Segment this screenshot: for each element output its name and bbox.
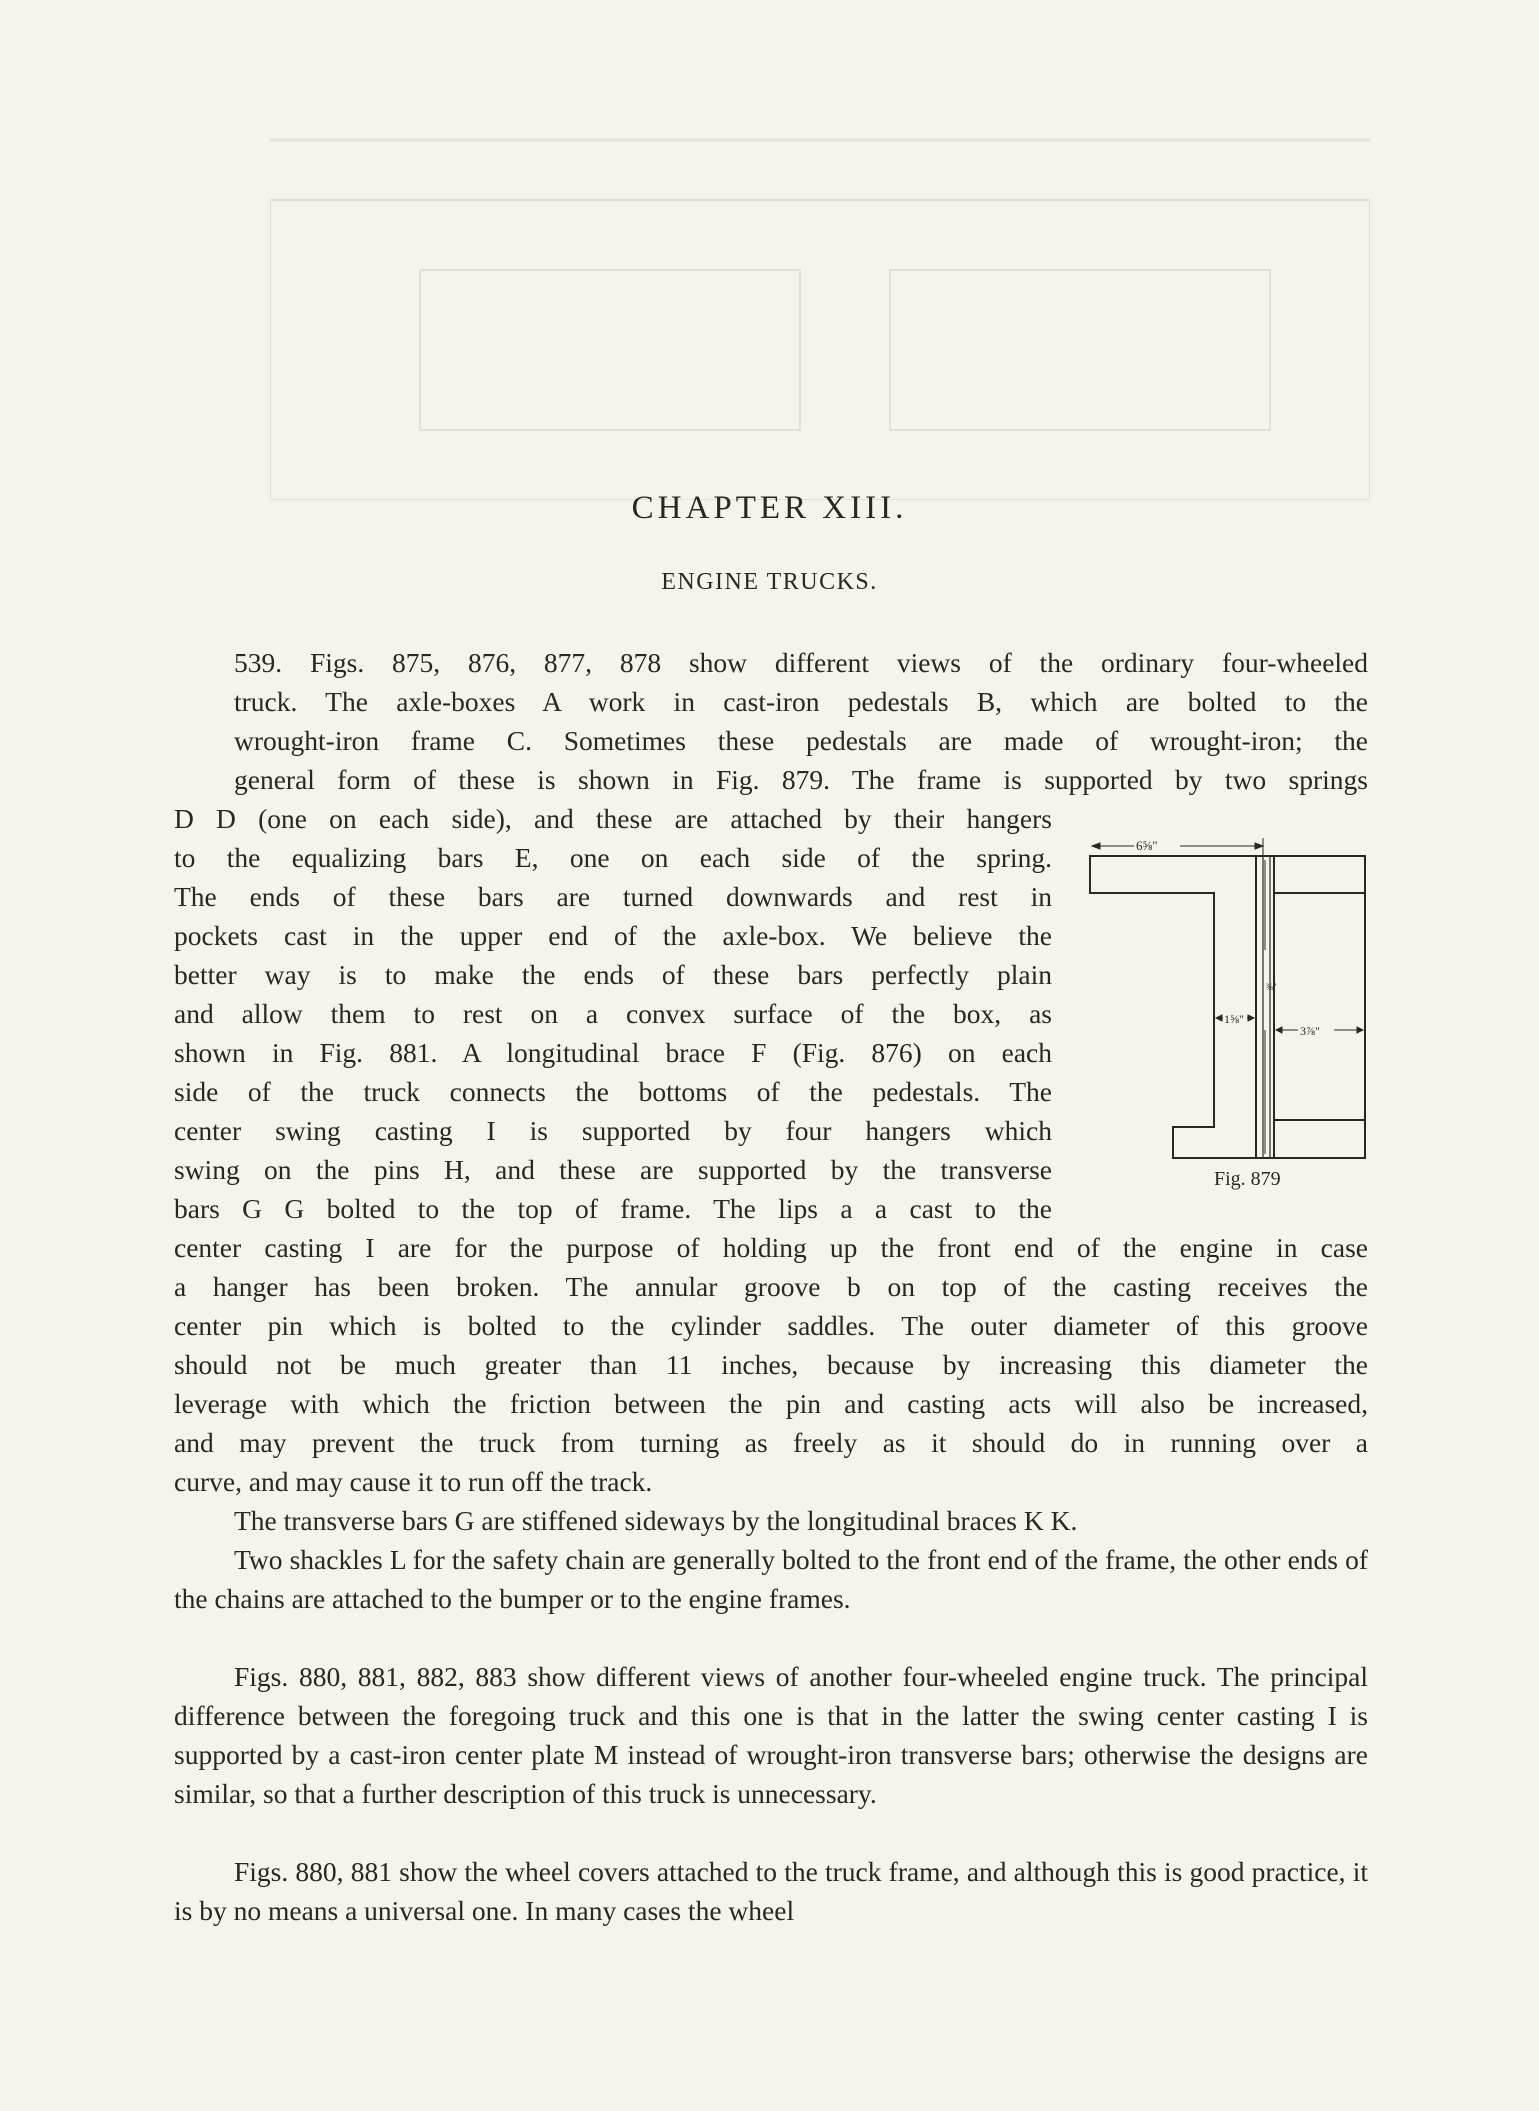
chapter-title: CHAPTER XIII. xyxy=(631,490,908,526)
dimension-thickness-label: 1⅝" xyxy=(1224,1012,1244,1026)
line: better way is to make the ends of these bars perfectly plain xyxy=(174,959,1052,990)
pedestal-drawing xyxy=(1080,830,1380,1190)
dimension-small-label: ⅜" xyxy=(1266,982,1277,992)
figure-caption: Fig. 879 xyxy=(1214,1168,1281,1190)
dimension-width-label: 6⅝" xyxy=(1136,838,1158,853)
line: curve, and may cause it to run off the track. xyxy=(174,1466,653,1497)
line: leverage with which the friction between the pin and casting acts will also be increased, xyxy=(174,1388,1368,1419)
line: center casting I are for the purpose of holding up the front end of the engine in case xyxy=(174,1232,1368,1263)
paragraph-539-top xyxy=(174,643,1368,799)
line: truck. The axle-boxes A work in cast-iron pedestals B, which are bolted to the xyxy=(234,686,1368,717)
line: side of the truck connects the bottoms of the pedestals. The xyxy=(174,1076,1052,1107)
line: swing on the pins H, and these are supported by the transverse xyxy=(174,1154,1052,1185)
paragraph-539-bottom xyxy=(174,1228,1368,1501)
line: and may prevent the truck from turning as freely as it should do in running over a xyxy=(174,1427,1368,1458)
paragraph-shackles: Two shackles L for the safety chain are generally bolted to the front end of the frame, the other ends of the chains are attached to the bumper or to the engine frames. xyxy=(174,1544,1368,1614)
line: and allow them to rest on a convex surface of the box, as xyxy=(174,998,1052,1029)
line: should not be much greater than 11 inches, because by increasing this diameter the xyxy=(174,1349,1368,1380)
line: center swing casting I is supported by four hangers which xyxy=(174,1115,1052,1146)
line: a hanger has been broken. The annular groove b on top of the casting receives the xyxy=(174,1271,1368,1302)
paragraph-wheel-covers: Figs. 880, 881 show the wheel covers attached to the truck frame, and although this is good practice, it is by no means a universal one. In many cases the wheel xyxy=(174,1856,1368,1926)
line: to the equalizing bars E, one on each side of the spring. xyxy=(174,842,1052,873)
show-through-ghost xyxy=(270,120,1370,500)
line: D D (one on each side), and these are attached by their hangers xyxy=(174,803,1052,834)
line: general form of these is shown in Fig. 879. The frame is supported by two springs xyxy=(234,764,1368,795)
figure-879 xyxy=(1080,830,1380,1190)
paragraph-539-beside-figure xyxy=(174,799,1052,1228)
line: wrought-iron frame C. Sometimes these pedestals are made of wrought-iron; the xyxy=(234,725,1368,756)
line: pockets cast in the upper end of the axle-box. We believe the xyxy=(174,920,1052,951)
line: 539. Figs. 875, 876, 877, 878 show different views of the ordinary four-wheeled xyxy=(234,647,1368,678)
line: The ends of these bars are turned downwards and rest in xyxy=(174,881,1052,912)
line: center pin which is bolted to the cylinder saddles. The outer diameter of this groove xyxy=(174,1310,1368,1341)
paragraph-figs-880-883: Figs. 880, 881, 882, 883 show different views of another four-wheeled engine truck. The principal difference between the foregoing truck and this one is that in the latter the swing center casting I is supported by a cast-iron center plate M instead of wrought-iron transverse bars; otherwise the designs are similar, so that a further description of this truck is unnecessary. xyxy=(174,1661,1368,1809)
dimension-right-label: 3⅞" xyxy=(1300,1024,1320,1038)
paragraph-transverse: The transverse bars G are stiffened sideways by the longitudinal braces K K. xyxy=(234,1505,1078,1536)
section-title: ENGINE TRUCKS. xyxy=(661,569,878,595)
line: shown in Fig. 881. A longitudinal brace F (Fig. 876) on each xyxy=(174,1037,1052,1068)
line: bars G G bolted to the top of frame. The lips a a cast to the xyxy=(174,1193,1052,1224)
